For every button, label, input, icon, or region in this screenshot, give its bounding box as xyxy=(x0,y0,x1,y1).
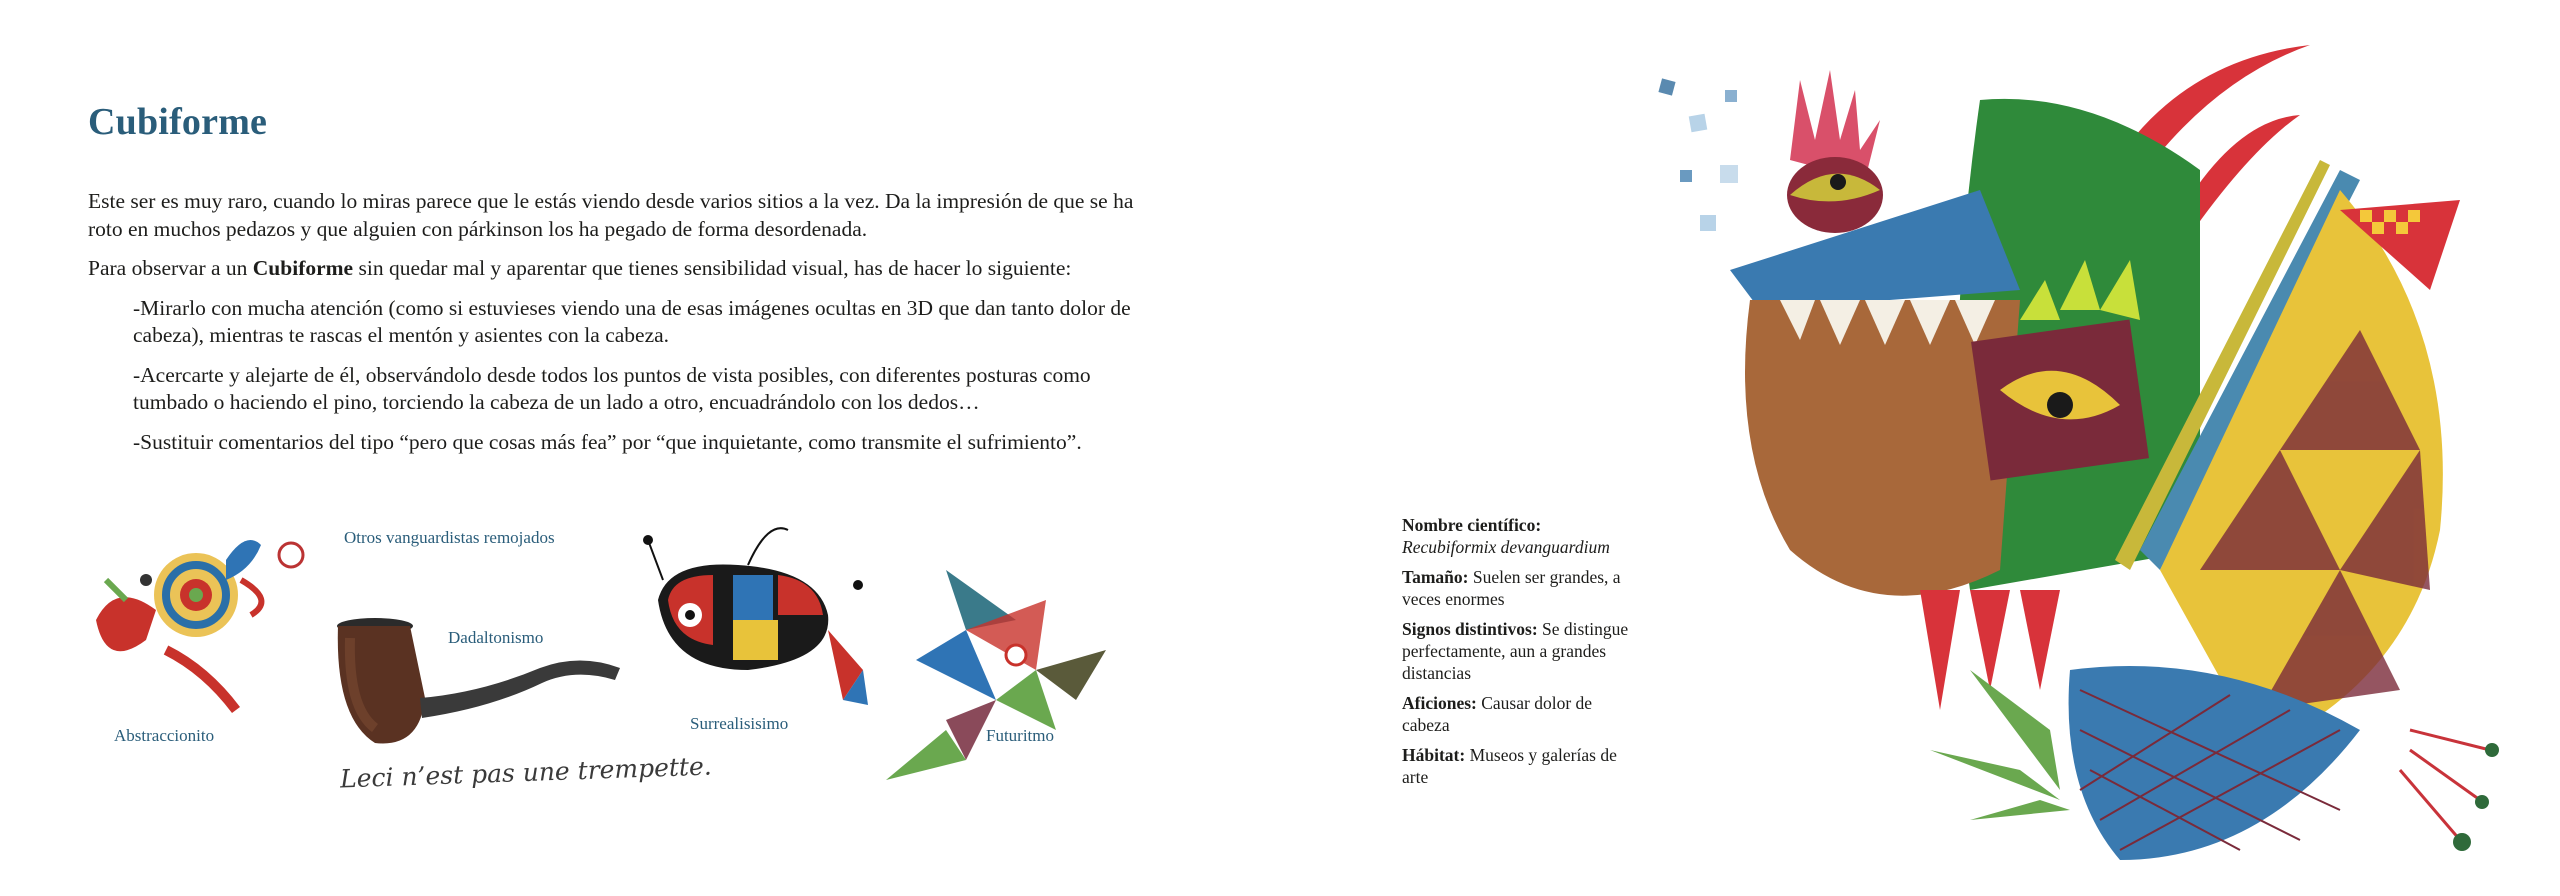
gallery-heading: Otros vanguardistas remojados xyxy=(344,528,555,547)
intro-after: sin quedar mal y aparentar que tienes sensibilidad visual, has de hacer lo siguiente: xyxy=(353,256,1072,280)
caption-abstraccionito: Abstraccionito xyxy=(114,726,215,745)
page-title: Cubiforme xyxy=(88,101,268,143)
abstraccionito-illustration xyxy=(86,520,316,720)
fact-value: Recubiformix devanguardium xyxy=(1402,537,1610,557)
fact-label: Aficiones: xyxy=(1402,693,1477,713)
fact-label: Signos distintivos: xyxy=(1402,619,1538,639)
intro-bold-name: Cubiforme xyxy=(252,256,354,280)
futuritmo-illustration xyxy=(886,560,1116,790)
caption-surrealisisimo: Surrealisisimo xyxy=(690,714,789,733)
fact-distinctive-signs xyxy=(1402,618,1642,684)
fact-label: Nombre científico: xyxy=(1402,515,1542,535)
step-item: -Sustituir comentarios del tipo “pero que cosas más fea” por “que inquietante, como transmite el sufrimiento”. xyxy=(133,429,1082,454)
pipe-inscription: Leci n’est pas une trempette. xyxy=(339,751,713,794)
description-text xyxy=(88,188,1138,468)
fact-value: Causar dolor de cabeza xyxy=(1402,693,1593,735)
surrealisisimo-illustration xyxy=(628,520,888,720)
fact-hobbies xyxy=(1402,692,1642,736)
intro-before: Para observar a un xyxy=(88,256,253,280)
paragraph-intro: Este ser es muy raro, cuando lo miras parece que le estás viendo desde varios sitios a la vez. Da la impresión de que se ha roto en muchos pedazos y que alguien con párkinson los ha pegado de forma desordenada. xyxy=(88,189,1134,241)
step-item: -Acercarte y alejarte de él, observándolo desde todos los puntos de vista posibles, con diferentes posturas como tumbado o haciendo el pino, torciendo la cabeza de un lado a otro, encuadrándolo con los dedos… xyxy=(133,362,1091,414)
fact-label: Hábitat: xyxy=(1402,745,1466,765)
facts-panel xyxy=(1402,514,1642,796)
caption-dadaltonismo: Dadaltonismo xyxy=(448,628,544,647)
fact-value: Suelen ser grandes, a veces enormes xyxy=(1402,567,1621,609)
fact-scientific-name xyxy=(1402,514,1642,558)
fact-size xyxy=(1402,566,1642,610)
fact-value: Se distingue perfectamente, aun a grandes distancias xyxy=(1402,619,1629,683)
caption-futuritmo: Futuritmo xyxy=(986,726,1055,745)
fact-label: Tamaño: xyxy=(1402,567,1469,587)
step-item: -Mirarlo con mucha atención (como si estuvieses viendo una de esas imágenes ocultas en 3D que dan tanto dolor de cabeza), mientras te rascas el mentón y asientes con la cabeza. xyxy=(133,295,1131,347)
paragraph-instructions xyxy=(88,255,1138,283)
cubiforme-creature-illustration xyxy=(1640,30,2520,890)
fact-value: Museos y galerías de arte xyxy=(1402,745,1617,787)
fact-habitat xyxy=(1402,744,1642,788)
